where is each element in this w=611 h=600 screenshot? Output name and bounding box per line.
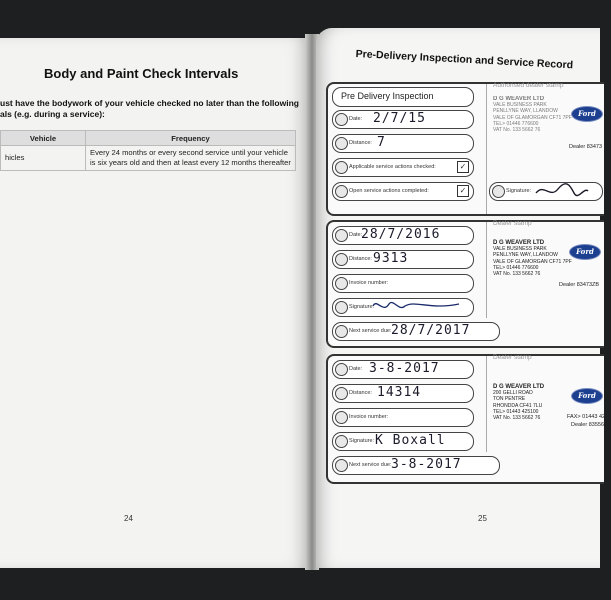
stamp-line: PENLLYNE WAY, LLANDOW bbox=[493, 252, 558, 259]
service-booklet bbox=[0, 12, 611, 572]
pdi-applicable-label: Applicable service actions checked: bbox=[349, 164, 436, 170]
stamp-line: TEL> 01443 425100 bbox=[493, 408, 539, 415]
tick-box-icon: ✓ bbox=[457, 185, 469, 197]
stamp-line: PENLLYNE WAY, LLANDOW bbox=[493, 108, 558, 115]
pdi-dealer-number: Dealer 83473 bbox=[569, 144, 603, 150]
right-page-title: Pre-Delivery Inspection and Service Record bbox=[355, 48, 574, 72]
checkbox-circle-icon bbox=[335, 113, 348, 126]
s2-invoice-field bbox=[332, 408, 474, 427]
s2-signature-label: Signature: bbox=[349, 438, 375, 444]
s1-invoice-label: Invoice number: bbox=[349, 280, 389, 286]
pdi-stamp-text bbox=[493, 96, 572, 133]
s2-date-label: Date: bbox=[349, 366, 363, 372]
stamp-line: TEL> 01446 776600 bbox=[493, 120, 539, 127]
s1-next-value: 28/7/2017 bbox=[391, 323, 471, 338]
left-page-title: Body and Paint Check Intervals bbox=[44, 66, 239, 81]
s2-distance-field bbox=[332, 384, 474, 403]
s2-distance-value: 14314 bbox=[377, 385, 422, 400]
stamp-line: VALE BUSINESS PARK bbox=[493, 246, 547, 253]
s1-signature-field bbox=[332, 298, 474, 317]
checkbox-circle-icon bbox=[335, 387, 348, 400]
s1-distance-value: 9313 bbox=[373, 251, 409, 266]
service-record-1 bbox=[326, 220, 604, 348]
s1-date-field bbox=[332, 226, 474, 245]
cell-vehicle-text: hicles bbox=[5, 153, 25, 162]
checkbox-circle-icon bbox=[335, 253, 348, 266]
s2-next-label: Next service due: bbox=[349, 462, 392, 468]
cell-vehicle bbox=[1, 146, 86, 171]
s1-stamp-text bbox=[493, 240, 572, 277]
intro-text bbox=[0, 98, 300, 120]
pdi-open-field bbox=[332, 182, 474, 201]
pdi-applicable-field bbox=[332, 158, 474, 177]
stamp-line: VAT No. 133 5662 76 bbox=[493, 127, 541, 134]
s2-invoice-label: Invoice number: bbox=[349, 414, 389, 420]
pdi-distance-value: 7 bbox=[377, 135, 386, 150]
service-record-2 bbox=[326, 354, 611, 484]
s1-stamp-label: Dealer stamp bbox=[493, 220, 532, 227]
checkbox-circle-icon bbox=[335, 161, 348, 174]
stamp-line: VAT No. 133 5662 76 bbox=[493, 415, 541, 422]
frequency-line-1: Every 24 months or every second service until your vehicle bbox=[90, 148, 288, 157]
s2-fax: FAX> 01443 4251 bbox=[567, 414, 611, 420]
checkbox-circle-icon bbox=[335, 411, 348, 424]
table-header-row bbox=[1, 131, 296, 146]
checkbox-circle-icon bbox=[335, 435, 348, 448]
stamp-line: RHONDDA CF41 7LU bbox=[493, 402, 543, 409]
interval-table bbox=[0, 130, 296, 171]
stamp-line: TON PENTRE bbox=[493, 396, 526, 403]
checkbox-circle-icon bbox=[492, 185, 505, 198]
frequency-line-2: is six years old and then at least every 12 months thereafter bbox=[90, 158, 291, 167]
s2-date-value: 3-8-2017 bbox=[369, 361, 440, 376]
s2-next-value: 3-8-2017 bbox=[391, 457, 462, 472]
pdi-open-label: Open service actions completed: bbox=[349, 188, 429, 194]
pdi-stamp-label: Authorised dealer stamp bbox=[493, 82, 564, 89]
stamp-line: D G WEAVER LTD bbox=[493, 240, 545, 246]
ford-logo-icon: Ford bbox=[571, 106, 603, 122]
s2-distance-label: Distance: bbox=[349, 390, 372, 396]
checkbox-circle-icon bbox=[335, 325, 348, 338]
table-row bbox=[1, 146, 296, 171]
stamp-line: D G WEAVER LTD bbox=[493, 96, 545, 102]
pdi-stamp-area bbox=[486, 84, 605, 214]
checkbox-circle-icon bbox=[335, 185, 348, 198]
s1-distance-field bbox=[332, 250, 474, 269]
intro-line-1: ust have the bodywork of your vehicle checked no later than the following bbox=[0, 98, 299, 108]
stamp-line: VALE BUSINESS PARK bbox=[493, 102, 547, 109]
stamp-line: 200 GELLI ROAD bbox=[493, 390, 533, 397]
s1-signature-scrawl bbox=[371, 296, 463, 318]
checkbox-circle-icon bbox=[335, 301, 348, 314]
s2-stamp-area bbox=[486, 354, 611, 452]
s1-signature-label: Signature: bbox=[349, 304, 375, 310]
pdi-date-field bbox=[332, 110, 474, 129]
pdi-distance-label: Distance: bbox=[349, 140, 372, 146]
s1-stamp-area bbox=[486, 222, 605, 318]
s1-invoice-field bbox=[332, 274, 474, 293]
pdi-date-value: 2/7/15 bbox=[373, 111, 426, 126]
pdi-heading-box bbox=[332, 87, 474, 107]
s1-date-value: 28/7/2016 bbox=[361, 227, 441, 242]
s2-signature-value: K Boxall bbox=[375, 433, 446, 448]
s2-date-field bbox=[332, 360, 474, 379]
left-page-number: 24 bbox=[124, 514, 133, 523]
s2-stamp-label: Dealer stamp bbox=[493, 354, 532, 361]
stamp-line: TEL> 01446 776600 bbox=[493, 264, 539, 271]
col-header-vehicle: Vehicle bbox=[1, 131, 86, 146]
stamp-line: VALE OF GLAMORGAN CF71 7PF bbox=[493, 114, 572, 121]
pdi-heading: Pre Delivery Inspection bbox=[341, 91, 434, 101]
stamp-line: VALE OF GLAMORGAN CF71 7PF bbox=[493, 258, 572, 265]
s2-signature-field bbox=[332, 432, 474, 451]
s1-next-label: Next service due: bbox=[349, 328, 392, 334]
right-page bbox=[316, 28, 611, 568]
s1-dealer-number: Dealer 83473ZB bbox=[559, 282, 600, 288]
stamp-line: D G WEAVER LTD bbox=[493, 384, 545, 390]
cell-frequency bbox=[86, 146, 296, 171]
checkbox-circle-icon bbox=[335, 459, 348, 472]
pdi-signature-label: Signature: bbox=[506, 188, 532, 194]
s1-distance-label: Distance: bbox=[349, 256, 372, 262]
ford-logo-icon: Ford bbox=[569, 244, 601, 260]
ford-logo-icon: Ford bbox=[571, 388, 603, 404]
checkbox-circle-icon bbox=[335, 277, 348, 290]
s2-dealer-number: Dealer 83556 bbox=[571, 422, 605, 428]
s1-date-label: Date: bbox=[349, 232, 363, 238]
tick-box-icon: ✓ bbox=[457, 161, 469, 173]
intro-line-2: als (e.g. during a service): bbox=[0, 109, 105, 119]
pdi-distance-field bbox=[332, 134, 474, 153]
checkbox-circle-icon bbox=[335, 363, 348, 376]
s2-stamp-text bbox=[493, 384, 544, 421]
s2-next-service-field bbox=[332, 456, 500, 475]
stamp-line: VAT No. 133 5662 76 bbox=[493, 271, 541, 278]
pdi-date-label: Date: bbox=[349, 116, 363, 122]
pdi-section bbox=[326, 82, 604, 216]
s1-next-service-field bbox=[332, 322, 500, 341]
col-header-frequency: Frequency bbox=[86, 131, 296, 146]
checkbox-circle-icon bbox=[335, 137, 348, 150]
pdi-signature-scrawl bbox=[534, 181, 590, 201]
pdi-signature-field bbox=[489, 182, 603, 201]
left-page bbox=[0, 38, 308, 568]
checkbox-circle-icon bbox=[335, 229, 348, 242]
right-page-number: 25 bbox=[478, 514, 487, 523]
